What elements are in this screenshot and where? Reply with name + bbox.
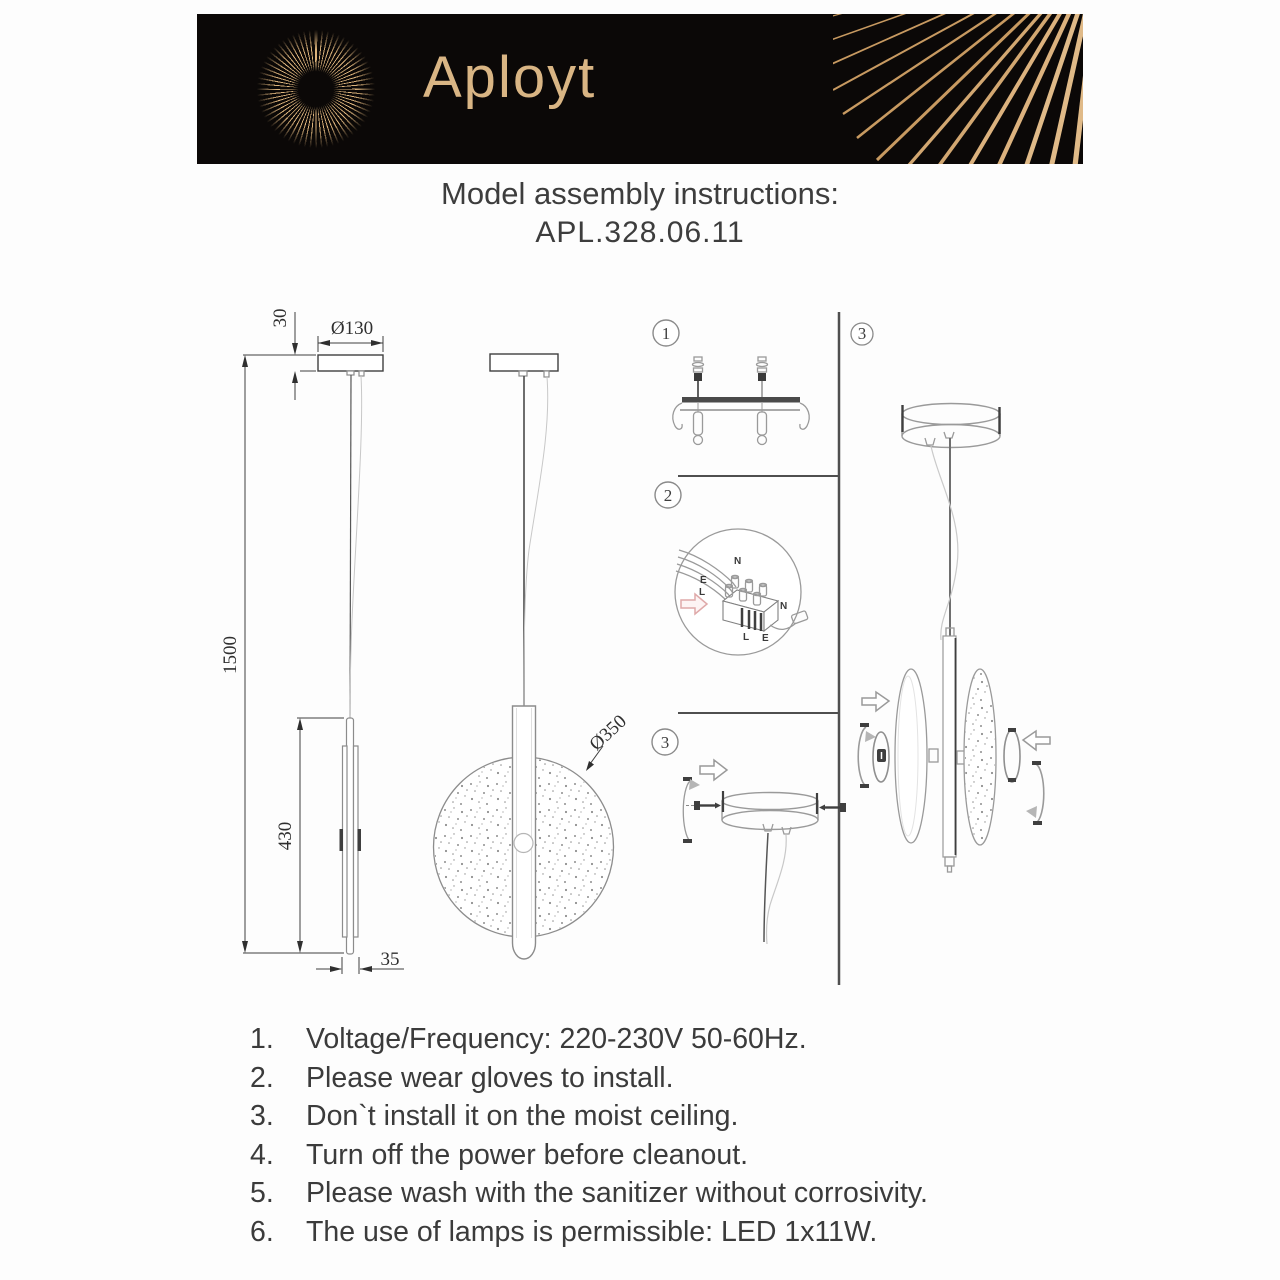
front-view-drawing bbox=[434, 354, 631, 959]
item-number: 3. bbox=[250, 1100, 274, 1133]
item-text: Please wash with the sanitizer without corrosivity. bbox=[306, 1177, 928, 1210]
side-view-drawing bbox=[318, 355, 383, 954]
brand-banner bbox=[197, 14, 1083, 164]
item-number: 5. bbox=[250, 1177, 274, 1210]
wire-label-l-left: L bbox=[699, 587, 706, 598]
item-number: 2. bbox=[250, 1061, 274, 1094]
assembly-arrow-left-icon bbox=[862, 692, 889, 711]
step2-number: 2 bbox=[663, 486, 673, 505]
sunburst-logo-icon bbox=[251, 24, 381, 154]
item-text: Don`t install it on the moist ceiling. bbox=[306, 1100, 739, 1133]
list-item bbox=[250, 1020, 1260, 1059]
dimension-lines bbox=[220, 309, 404, 975]
wire-label-l-bottom: L bbox=[743, 632, 750, 643]
item-number: 4. bbox=[250, 1138, 274, 1171]
assembly-panel-diagram bbox=[851, 323, 1050, 872]
list-item bbox=[250, 1213, 1260, 1252]
instruction-list bbox=[250, 1020, 1260, 1252]
item-number: 1. bbox=[250, 1023, 274, 1055]
step3-direction-arrow-icon bbox=[700, 760, 727, 780]
item-text: Voltage/Frequency: 220-230V 50-60Hz. bbox=[306, 1023, 807, 1055]
panel3-number: 3 bbox=[857, 324, 867, 343]
dim-canopy-diameter: Ø130 bbox=[330, 318, 374, 339]
dim-body-width: 35 bbox=[380, 949, 400, 970]
decorative-rays-icon bbox=[833, 14, 1083, 164]
step2-diagram bbox=[655, 482, 808, 655]
step3-diagram bbox=[652, 729, 846, 944]
wire-label-n-top: N bbox=[734, 556, 742, 567]
step1-number: 1 bbox=[661, 324, 671, 343]
list-item bbox=[250, 1174, 1260, 1213]
dim-disc-diameter: Ø350 bbox=[585, 710, 631, 756]
item-number: 6. bbox=[250, 1215, 274, 1248]
wire-label-e-bottom: E bbox=[762, 633, 769, 644]
model-number: APL.328.06.11 bbox=[535, 216, 745, 249]
item-text: Please wear gloves to install. bbox=[306, 1061, 674, 1094]
list-item bbox=[250, 1059, 1260, 1098]
step3-number: 3 bbox=[660, 733, 670, 752]
brand-name: Aployt bbox=[423, 45, 597, 110]
page-title: Model assembly instructions: bbox=[441, 176, 839, 211]
dim-canopy-height: 30 bbox=[270, 308, 291, 328]
dim-total-height: 1500 bbox=[220, 636, 241, 674]
item-text: Turn off the power before cleanout. bbox=[306, 1138, 749, 1171]
item-text: The use of lamps is permissible: LED 1x11W. bbox=[306, 1215, 878, 1248]
wire-label-e-left: E bbox=[700, 575, 707, 586]
title-block bbox=[0, 176, 1280, 250]
list-item bbox=[250, 1097, 1260, 1136]
step1-diagram bbox=[653, 320, 809, 445]
technical-drawing bbox=[220, 280, 1100, 1000]
wire-label-n-right: N bbox=[780, 601, 788, 612]
dim-body-height: 430 bbox=[275, 821, 296, 851]
assembly-arrow-right-icon bbox=[1023, 731, 1050, 750]
list-item bbox=[250, 1136, 1260, 1175]
